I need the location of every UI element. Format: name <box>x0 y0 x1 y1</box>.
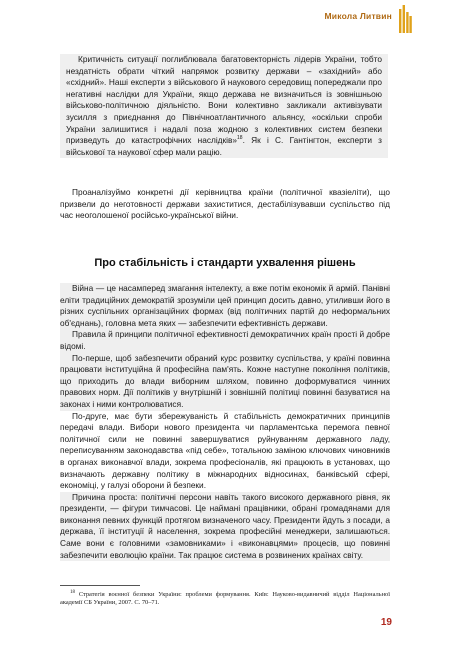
paragraph-analysis: Проаналізуймо конкретні дії керівництва країни (політичної квазіеліти), що призвели до неготовності держави захиститися, дестабілізувавши суспільство під час неоголошеної російсько-української війни. <box>60 187 390 221</box>
paragraph-rules-principles: Правила й принципи політичної ефективності демократичних країн прості й добре відомі. <box>60 329 390 351</box>
section-title: Про стабільність і стандарти ухвалення рішень <box>94 257 356 269</box>
footnote <box>60 591 390 608</box>
paragraph-critical-situation: Критичність ситуації поглиблювала багатовекторність лідерів України, тобто нездатність обрати чіткий напрямок розвитку держави – «західний» або «східний». Наші експерти з військового й наукового середовищ попереджали про негативні наслідки для України, якщо держава не визначиться із зовнішньою військово-політичною діяльністю. Вони колективно закликали активізувати зусилля з приєднання до Північноатлантичного альянсу, «оскільки спроби України залишитися і надалі поза жодною з колективних систем безпеки призведуть до катастрофічних наслідків»$^{18}$. Як і С. Гантінгтон, експерти з військової та наукової сфер мали рацію. <box>66 54 382 157</box>
paragraph-first-principle: По-перше, щоб забезпечити обраний курс розвитку суспільства, у країні повинна працювати інституційна й професійна пам'ять. Кожне наступне покоління політиків, що приходить до влади виборним шляхом, повинно доформуватися чинних правових норм. Дії політиків у внутрішній і зовнішній політиці повинні базуватися на законах і ними контролюватися. <box>60 352 390 409</box>
paragraph-second-principle: По-друге, має бути збережуваність й стабільність демократичних принципів передачі влади. Вибори нового президента чи парламентська перемога певної політичної сили не повинні завершуватися руйнуванням державного ладу, переписуванням законодавства «під себе», тотальною заміною ключових чиновників в органах виконавчої влади, зокрема професіоналів, які працюють в установах, що визначають державну політику в міжнародних відносинах, банківській сфері, економіці, у галузі оборони й безпеки. <box>60 410 390 491</box>
footnote-divider <box>60 585 140 586</box>
footnote-reference: 18 <box>237 135 243 142</box>
paragraph-war-intellect: Війна — це насамперед змагання інтелекту, а вже потім економік й армій. Панівні еліти традиційних демократій зрозуміли цей принцип досить давно, утиливши його в різних суспільних організаційних формах (від політичних партій до неформальних об'єднань), головна мета яких — забезпечити ефективність держави. <box>60 283 390 328</box>
highlighted-paragraph-box <box>60 54 388 158</box>
running-header-author: Микола Литвин <box>324 11 392 21</box>
footnote-number: 18 <box>70 589 75 595</box>
page-number: 19 <box>380 617 392 628</box>
footnote-text: Стратегія воєнної безпеки України: проблеми формування. Київ: Науково-видавничий відділ Національної академії СБ України, 2007. С. 70–71. <box>60 591 390 607</box>
publisher-logo-icon <box>398 5 412 33</box>
paragraph-reason: Причина проста: політичні персони навіть такого високого державного рівня, як президенти, — фігури тимчасові. Це наймані працівники, обрані громадянами для виконання певних функцій протягом визначеного часу. Президенти йдуть з посади, а держава, її інституції й населення, зокрема професійні менеджери, залишаються. Саме вони є головними «замовниками» і «виконавцями» процесів, що повинні забезпечити еволюцію країни. Так працює система в розвинених країнах світу. <box>60 491 390 560</box>
